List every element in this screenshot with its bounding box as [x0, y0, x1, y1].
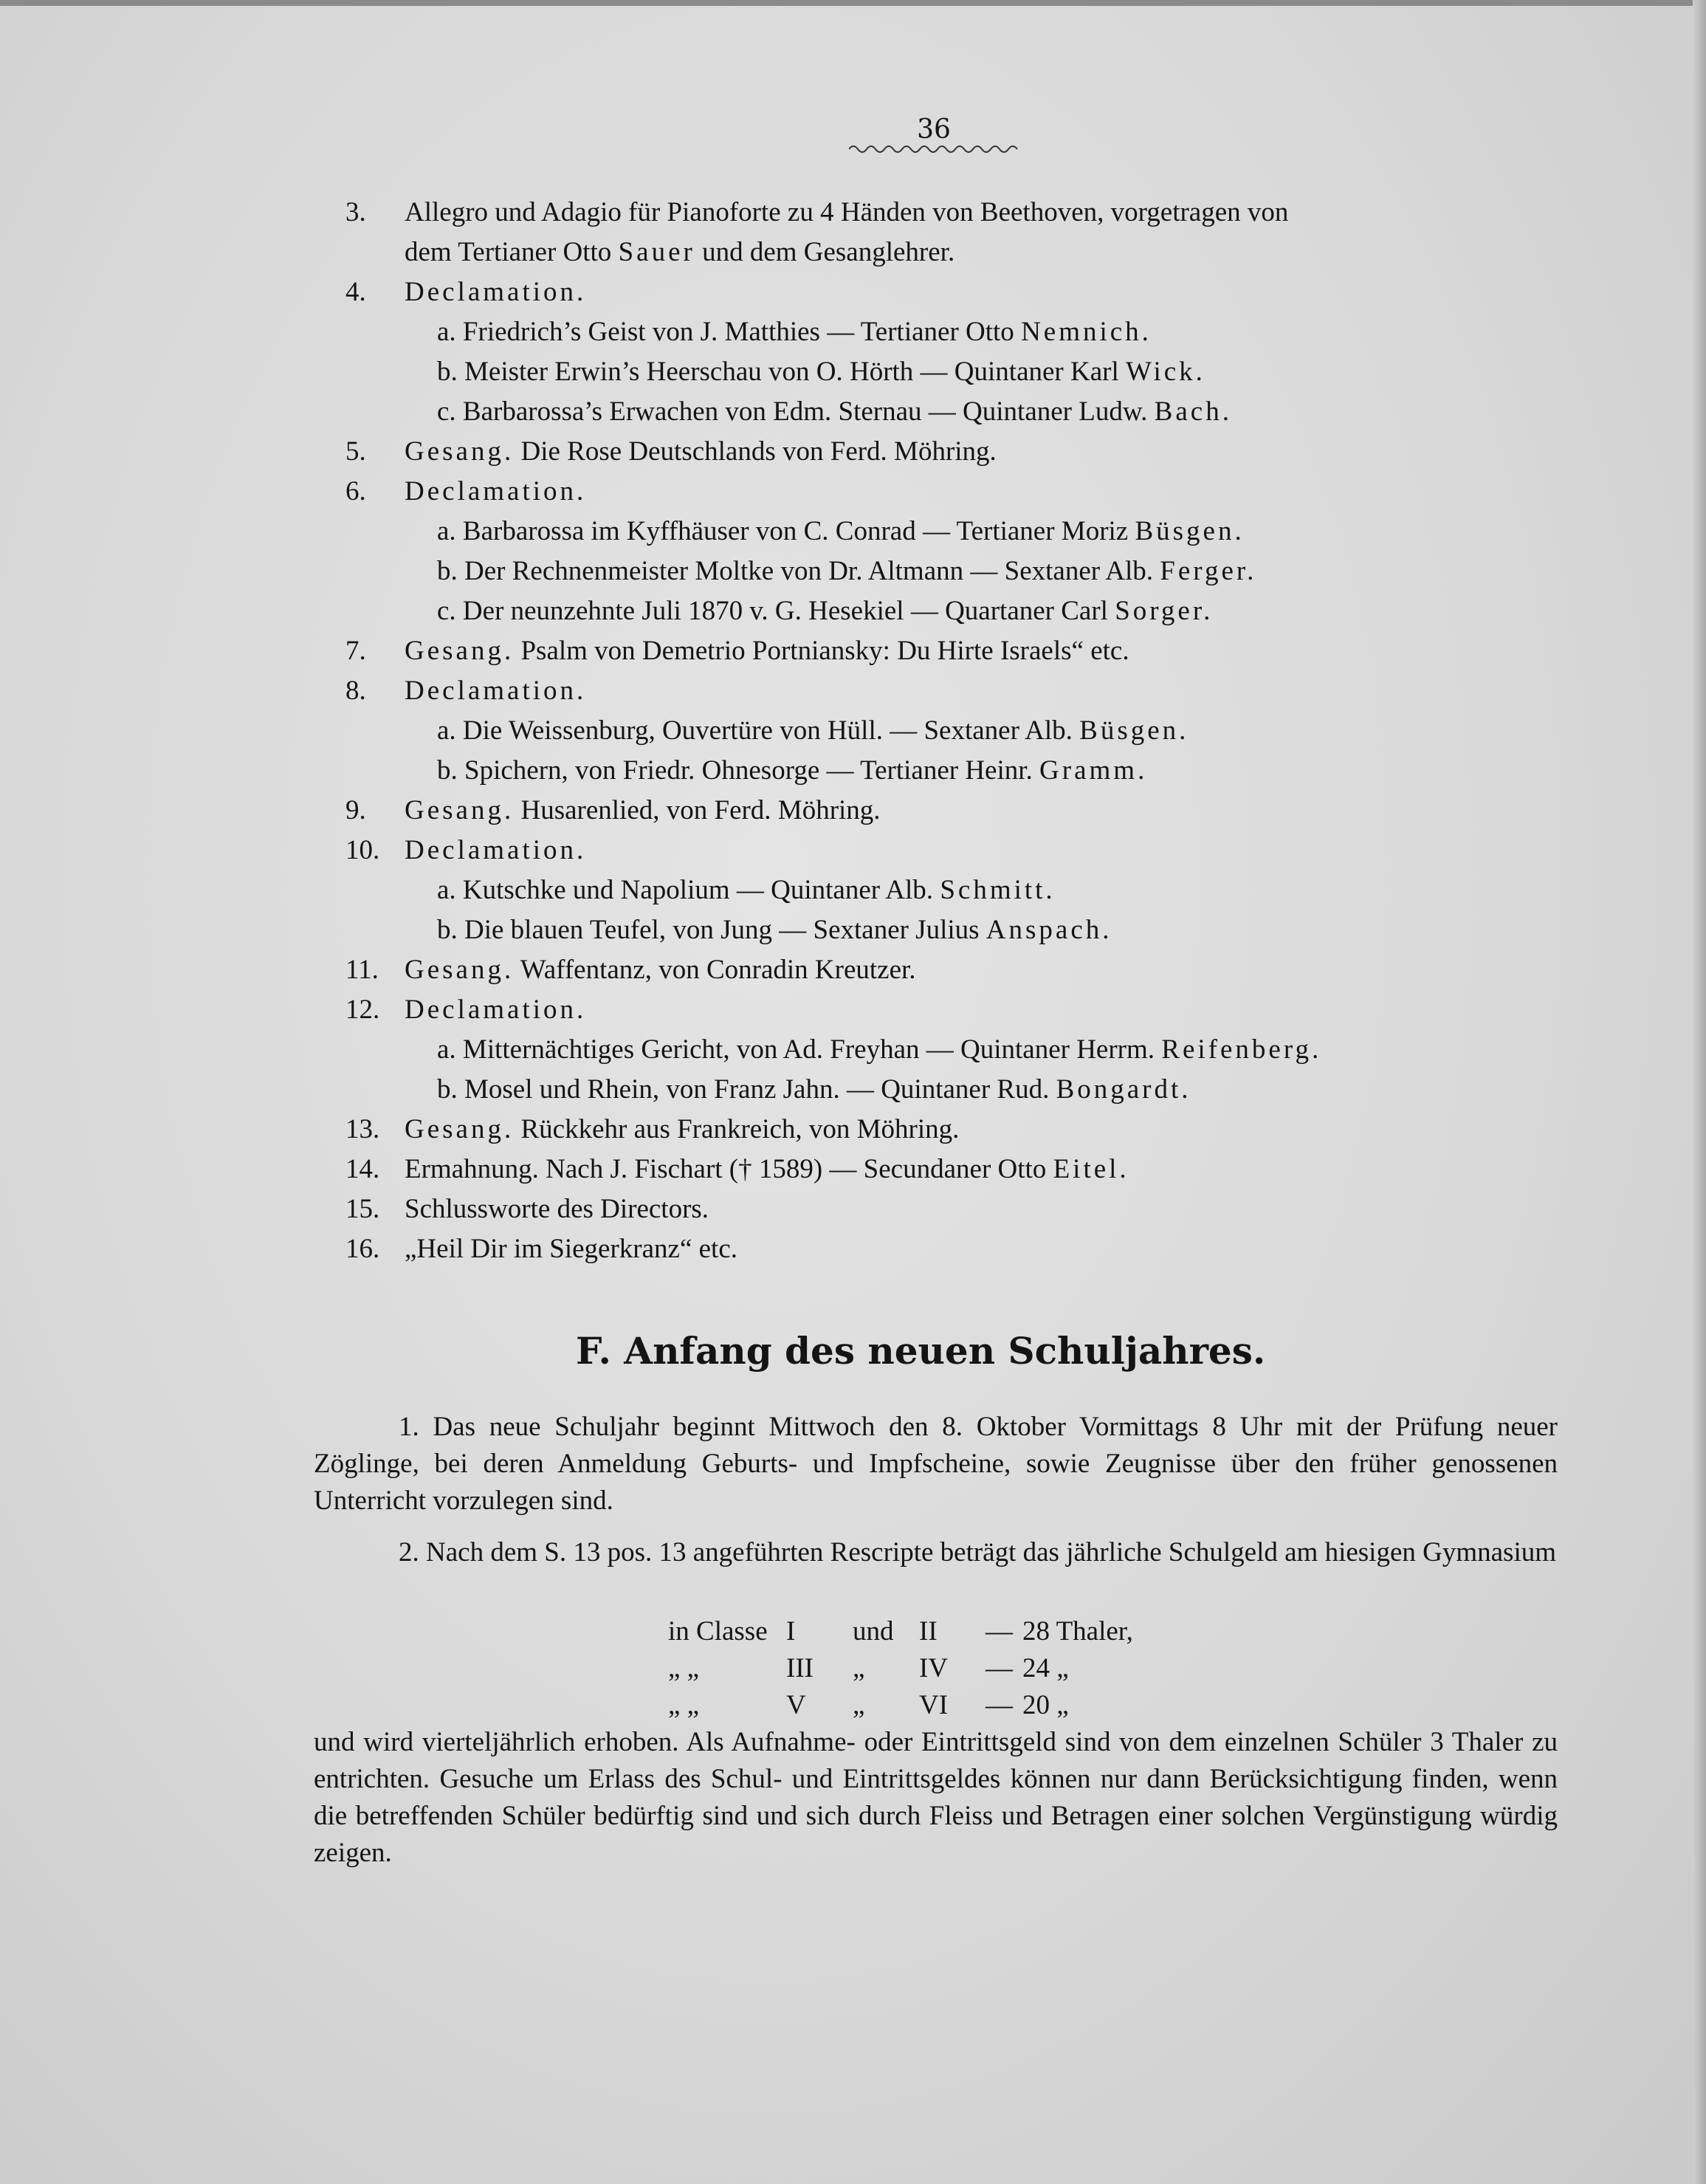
program-item-number: 9.: [345, 795, 366, 825]
program-item-number: 16.: [345, 1234, 380, 1264]
program-item-number: 4.: [345, 277, 366, 307]
fee-cell: und: [853, 1616, 894, 1646]
program-text-segment: b. Die blauen Teufel, von Jung — Sextaner Julius: [437, 915, 986, 945]
program-item: [405, 954, 916, 986]
program-subitem: [437, 715, 1189, 747]
program-item-number: 3.: [345, 197, 366, 227]
section-heading: F. Anfang des neuen Schuljahres.: [576, 1329, 1266, 1373]
program-text-segment: Wick.: [1126, 357, 1205, 387]
program-subitem: [437, 1034, 1321, 1066]
program-text-segment: Bongardt.: [1056, 1074, 1191, 1105]
program-item: [405, 276, 586, 309]
program-item-number: 14.: [345, 1154, 380, 1184]
fee-row: [668, 1687, 1185, 1724]
fee-cell: 24 „: [1022, 1653, 1069, 1683]
program-item: [405, 436, 997, 468]
ornament-rule: [849, 143, 1019, 155]
program-text-segment: a. Mitternächtiges Gericht, von Ad. Freyhan — Quintaner Herrm.: [437, 1034, 1162, 1065]
program-text-segment: Gesang.: [405, 1114, 515, 1144]
fee-cell: „ „: [668, 1653, 700, 1683]
program-subitem: [437, 874, 1056, 907]
program-text-segment: Sauer: [618, 237, 695, 267]
program-text-segment: Gramm.: [1039, 755, 1148, 786]
program-text-segment: Schmitt.: [940, 875, 1056, 905]
paragraph-1: [314, 1409, 1558, 1519]
fee-cell: —: [986, 1653, 1013, 1683]
program-text-segment: dem Tertianer Otto: [405, 237, 619, 267]
program-text-segment: Ermahnung. Nach J. Fischart († 1589) — Secundaner Otto: [405, 1154, 1053, 1184]
program-subitem: [437, 555, 1256, 588]
program-text-segment: Schlussworte des Directors.: [405, 1194, 709, 1224]
program-text-segment: a. Barbarossa im Kyffhäuser von C. Conrad — Tertianer Moriz: [437, 516, 1135, 546]
program-subitem: [437, 595, 1213, 628]
program-subitem: [437, 1074, 1191, 1106]
program-text-segment: und dem Gesanglehrer.: [695, 237, 955, 267]
program-text-segment: Die Rose Deutschlands von Ferd. Möhring.: [514, 436, 997, 467]
program-item: [405, 475, 586, 508]
program-text-segment: Reifenberg.: [1161, 1034, 1322, 1065]
program-item-number: 15.: [345, 1194, 380, 1224]
page-edge-right: [1693, 0, 1706, 2184]
program-text-segment: Anspach.: [986, 915, 1112, 945]
program-text-segment: Sorger.: [1115, 596, 1214, 626]
program-item: [405, 994, 586, 1026]
paragraph-3: und wird vierteljährlich erhoben. Als Aufnahme- oder Eintrittsgeld sind von dem einzelnen Schüler 3 Thaler zu entrichten. Gesuche um Erlass des Schul- und Eintrittsgeldes können nur dann Berücksichtigung finden, wenn die betreffenden Schüler bedürftig sind und sich durch Fleiss und Betragen einer solchen Vergünstigung würdig zeigen.: [314, 1727, 1558, 1868]
fee-cell: VI: [919, 1690, 949, 1720]
program-subitem: [437, 914, 1112, 947]
program-subitem: [437, 316, 1152, 348]
paragraph-1-text: 1. Das neue Schuljahr beginnt Mittwoch den 8. Oktober Vormittags 8 Uhr mit der Prüfung neuer Zöglinge, bei deren Anmeldung Geburts- und Impfscheine, sowie Zeugnisse über den früher genossenen Unterricht vorzulegen sind.: [314, 1412, 1558, 1516]
program-text-segment: Eitel.: [1053, 1154, 1129, 1184]
program-subitem: [437, 515, 1245, 548]
program-text-segment: Büsgen.: [1079, 715, 1189, 746]
fee-cell: „ „: [668, 1690, 700, 1720]
program-item: [405, 196, 1288, 229]
program-text-segment: „Heil Dir im Siegerkranz“ etc.: [405, 1234, 737, 1264]
program-text-segment: b. Der Rechnenmeister Moltke von Dr. Altmann — Sextaner Alb.: [437, 556, 1160, 586]
program-item: [405, 1153, 1129, 1186]
fee-cell: II: [919, 1616, 938, 1646]
fee-cell: V: [786, 1690, 806, 1720]
program-text-segment: Declamation.: [405, 476, 587, 506]
program-text-segment: Allegro und Adagio für Pianoforte zu 4 Händen von Beethoven, vorgetragen von: [405, 197, 1289, 227]
fee-cell: „: [853, 1653, 865, 1683]
program-text-segment: Nemnich.: [1021, 317, 1152, 347]
program-text-segment: b. Mosel und Rhein, von Franz Jahn. — Quintaner Rud.: [437, 1074, 1056, 1105]
page-number: 36: [917, 114, 951, 145]
program-text-segment: Gesang.: [405, 436, 515, 467]
fee-cell: —: [986, 1616, 1013, 1646]
program-text-segment: Gesang.: [405, 955, 515, 985]
program-text-segment: Bach.: [1154, 396, 1232, 427]
program-text-segment: Büsgen.: [1135, 516, 1245, 546]
fee-cell: 20 „: [1022, 1690, 1069, 1720]
fee-cell: 28 Thaler,: [1022, 1616, 1133, 1646]
fee-cell: in Classe: [668, 1616, 768, 1646]
paragraph-2: [314, 1534, 1558, 1571]
program-text-segment: Gesang.: [405, 795, 515, 825]
program-item: [405, 794, 881, 827]
program-text-segment: a. Die Weissenburg, Ouvertüre von Hüll. — Sextaner Alb.: [437, 715, 1080, 746]
program-text-segment: Declamation.: [405, 277, 587, 307]
program-item: [405, 1233, 737, 1266]
program-text-segment: Ferger.: [1160, 556, 1257, 586]
fee-row: [668, 1613, 1185, 1650]
fee-cell: —: [986, 1690, 1013, 1720]
fee-row: [668, 1650, 1185, 1687]
program-item-number: 8.: [345, 676, 366, 706]
program-text-segment: Psalm von Demetrio Portniansky: Du Hirte Israels“ etc.: [514, 636, 1129, 666]
program-text-segment: a. Kutschke und Napolium — Quintaner Alb.: [437, 875, 940, 905]
program-item: [405, 675, 586, 707]
program-subitem: [437, 356, 1205, 388]
program-text-segment: Husarenlied, von Ferd. Möhring.: [514, 795, 881, 825]
program-item-number: 6.: [345, 476, 366, 506]
fee-cell: IV: [919, 1653, 949, 1683]
program-text-segment: b. Spichern, von Friedr. Ohnesorge — Tertianer Heinr.: [437, 755, 1040, 786]
program-text-segment: c. Der neunzehnte Juli 1870 v. G. Hesekiel — Quartaner Carl: [437, 596, 1115, 626]
program-text-segment: Rückkehr aus Frankreich, von Möhring.: [514, 1114, 960, 1144]
program-text-segment: c. Barbarossa’s Erwachen von Edm. Sternau — Quintaner Ludw.: [437, 396, 1155, 427]
program-item-number: 13.: [345, 1114, 380, 1144]
program-item-number: 7.: [345, 636, 366, 666]
fee-cell: III: [786, 1653, 814, 1683]
program-text-segment: a. Friedrich’s Geist von J. Matthies — Tertianer Otto: [437, 317, 1022, 347]
program-text-segment: Declamation.: [405, 995, 587, 1025]
program-item-number: 10.: [345, 835, 380, 865]
page-edge-top: [0, 0, 1706, 6]
program-item: [405, 1113, 959, 1146]
fee-table: [668, 1613, 1185, 1724]
program-item-number: 11.: [345, 955, 379, 985]
program-item-number: 5.: [345, 436, 366, 467]
program-text-segment: Waffentanz, von Conradin Kreutzer.: [514, 955, 916, 985]
program-item: [405, 635, 1129, 667]
program-subitem: [437, 755, 1147, 787]
program-item: [405, 1193, 709, 1226]
program-item: [405, 834, 586, 867]
program-item: [405, 236, 955, 269]
paragraph-2-text: 2. Nach dem S. 13 pos. 13 angeführten Rescripte beträgt das jährliche Schulgeld am hiesigen Gymnasium: [399, 1537, 1557, 1567]
program-text-segment: Declamation.: [405, 835, 587, 865]
program-item-number: 12.: [345, 995, 380, 1025]
fee-cell: „: [853, 1690, 865, 1720]
program-text-segment: b. Meister Erwin’s Heerschau von O. Hörth — Quintaner Karl: [437, 357, 1126, 387]
program-text-segment: Declamation.: [405, 676, 587, 706]
program-text-segment: Gesang.: [405, 636, 515, 666]
program-subitem: [437, 396, 1232, 428]
fee-cell: I: [786, 1616, 796, 1646]
